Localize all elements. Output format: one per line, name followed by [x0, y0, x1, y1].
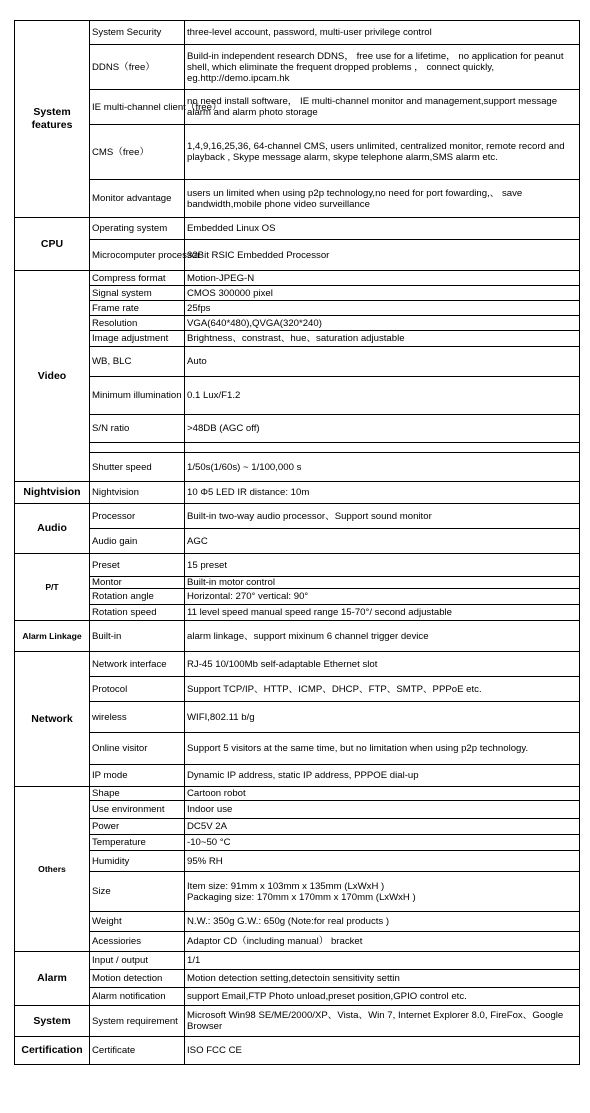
spec-row — [15, 347, 580, 377]
spec-item-cell: Size — [90, 872, 185, 912]
spec-row — [15, 415, 580, 443]
spec-item-cell: Humidity — [90, 851, 185, 872]
spec-item-cell: IE multi-channel client（free） — [90, 90, 185, 125]
spec-row — [15, 504, 580, 529]
spec-item-cell: Shutter speed — [90, 453, 185, 482]
spec-row — [15, 125, 580, 180]
spec-item-cell: Input / output — [90, 952, 185, 970]
spec-row — [15, 1006, 580, 1037]
spec-item-cell: Frame rate — [90, 301, 185, 316]
spec-row — [15, 240, 580, 271]
spec-value-cell: Indoor use — [185, 801, 580, 819]
spec-row — [15, 377, 580, 415]
spec-value-cell: Motion detection setting,detectoin sensitivity settin — [185, 970, 580, 988]
spec-value-cell: 15 preset — [185, 554, 580, 577]
spec-row — [15, 872, 580, 912]
spec-item-cell: Minimum illumination — [90, 377, 185, 415]
spec-item-cell: Signal system — [90, 286, 185, 301]
spec-item-cell: WB, BLC — [90, 347, 185, 377]
spec-row — [15, 851, 580, 872]
spec-item-cell: CMS（free） — [90, 125, 185, 180]
spec-value-cell: Embedded Linux OS — [185, 218, 580, 240]
category-cell: Video — [15, 271, 90, 482]
category-cell: CPU — [15, 218, 90, 271]
spec-item-cell: Audio gain — [90, 529, 185, 554]
spec-row — [15, 988, 580, 1006]
spec-item-cell: Operating system — [90, 218, 185, 240]
spec-row — [15, 90, 580, 125]
spec-row — [15, 443, 580, 453]
spec-value-cell: ISO FCC CE — [185, 1037, 580, 1065]
spec-value-cell: Cartoon robot — [185, 787, 580, 801]
spec-item-cell: Temperature — [90, 835, 185, 851]
spec-row — [15, 1037, 580, 1065]
spec-value-cell: 1/1 — [185, 952, 580, 970]
spec-item-cell: Monitor advantage — [90, 180, 185, 218]
category-cell: Network — [15, 652, 90, 787]
spec-row — [15, 677, 580, 702]
spec-row — [15, 453, 580, 482]
spec-value-cell: Horizontal: 270° vertical: 90° — [185, 589, 580, 605]
spec-item-cell: DDNS（free） — [90, 45, 185, 90]
spec-value-cell: 11 level speed manual speed range 15-70°/ second adjustable — [185, 605, 580, 621]
spec-item-cell: S/N ratio — [90, 415, 185, 443]
spec-row — [15, 301, 580, 316]
spec-item-cell: Nightvision — [90, 482, 185, 504]
spec-row — [15, 932, 580, 952]
spec-item-cell: Certificate — [90, 1037, 185, 1065]
spec-row — [15, 765, 580, 787]
spec-row — [15, 835, 580, 851]
spec-value-cell: support Email,FTP Photo unload,preset position,GPIO control etc. — [185, 988, 580, 1006]
spec-row — [15, 589, 580, 605]
spec-value-cell: CMOS 300000 pixel — [185, 286, 580, 301]
spec-value-cell: WIFI,802.11 b/g — [185, 702, 580, 733]
spec-value-cell: N.W.: 350g G.W.: 650g (Note:for real products ) — [185, 912, 580, 932]
spec-item-cell: Microcomputer processor — [90, 240, 185, 271]
spec-value-cell: AGC — [185, 529, 580, 554]
spec-row — [15, 180, 580, 218]
spec-item-cell: Acessiories — [90, 932, 185, 952]
spec-row — [15, 801, 580, 819]
spec-row — [15, 577, 580, 589]
spec-row — [15, 652, 580, 677]
spec-value-cell: Dynamic IP address, static IP address, PPPOE dial-up — [185, 765, 580, 787]
spec-row — [15, 621, 580, 652]
spec-value-cell: Item size: 91mm x 103mm x 135mm (LxWxH ) Packaging size: 170mm x 170mm x 170mm (LxWxH ) — [185, 872, 580, 912]
spec-item-cell: Preset — [90, 554, 185, 577]
spec-row — [15, 554, 580, 577]
spec-item-cell: Weight — [90, 912, 185, 932]
spec-item-cell: Rotation speed — [90, 605, 185, 621]
spec-value-cell: 10 Φ5 LED IR distance: 10m — [185, 482, 580, 504]
spec-value-cell: RJ-45 10/100Mb self-adaptable Ethernet slot — [185, 652, 580, 677]
category-cell: Certification — [15, 1037, 90, 1065]
category-cell: Nightvision — [15, 482, 90, 504]
category-cell: Audio — [15, 504, 90, 554]
spec-row — [15, 912, 580, 932]
spec-row — [15, 819, 580, 835]
spec-value-cell: 95% RH — [185, 851, 580, 872]
spec-value-cell: Auto — [185, 347, 580, 377]
spec-row — [15, 733, 580, 765]
spec-row — [15, 45, 580, 90]
spec-row — [15, 787, 580, 801]
spec-value-cell: Brightness、constrast、hue、saturation adjustable — [185, 331, 580, 347]
spec-value-cell: DC5V 2A — [185, 819, 580, 835]
spec-value-cell: VGA(640*480),QVGA(320*240) — [185, 316, 580, 331]
spec-value-cell: Built-in two-way audio processor、Support sound monitor — [185, 504, 580, 529]
spec-item-cell: Processor — [90, 504, 185, 529]
spec-item-cell: Power — [90, 819, 185, 835]
spec-value-cell: 1/50s(1/60s) ~ 1/100,000 s — [185, 453, 580, 482]
spec-value-cell: Support TCP/IP、HTTP、ICMP、DHCP、FTP、SMTP、PPPoE etc. — [185, 677, 580, 702]
category-cell: System features — [15, 21, 90, 218]
spec-row — [15, 529, 580, 554]
spec-value-cell: Motion-JPEG-N — [185, 271, 580, 286]
spec-row — [15, 952, 580, 970]
spec-item-cell: System requirement — [90, 1006, 185, 1037]
spec-value-cell: 1,4,9,16,25,36, 64-channel CMS, users unlimited, centralized monitor, remote record and playback , Skype message alarm, skype telephone alarm,SMS alarm etc. — [185, 125, 580, 180]
spec-item-cell: Alarm notification — [90, 988, 185, 1006]
spec-item-cell: Network interface — [90, 652, 185, 677]
spec-value-cell: >48DB (AGC off) — [185, 415, 580, 443]
spec-item-cell: Compress format — [90, 271, 185, 286]
category-cell: Alarm Linkage — [15, 621, 90, 652]
category-cell: System — [15, 1006, 90, 1037]
spec-row — [15, 21, 580, 45]
spec-item-cell: Motion detection — [90, 970, 185, 988]
spec-row — [15, 316, 580, 331]
spec-item-cell: Protocol — [90, 677, 185, 702]
spec-value-cell — [185, 443, 580, 453]
spec-value-cell: Adaptor CD（including manual） bracket — [185, 932, 580, 952]
spec-value-cell: Support 5 visitors at the same time, but no limitation when using p2p technology. — [185, 733, 580, 765]
spec-item-cell: Image adjustment — [90, 331, 185, 347]
spec-row — [15, 605, 580, 621]
spec-item-cell: Use environment — [90, 801, 185, 819]
spec-row — [15, 702, 580, 733]
spec-value-cell: Microsoft Win98 SE/ME/2000/XP、Vista、Win 7, Internet Explorer 8.0, FireFox、Google Browser — [185, 1006, 580, 1037]
spec-item-cell: Built-in — [90, 621, 185, 652]
spec-row — [15, 271, 580, 286]
spec-item-cell: Resolution — [90, 316, 185, 331]
spec-value-cell: -10~50 °C — [185, 835, 580, 851]
spec-value-cell: 25fps — [185, 301, 580, 316]
spec-value-cell: users un limited when using p2p technology,no need for port fowarding,、 save bandwidth,mobile phone video surveillance — [185, 180, 580, 218]
spec-value-cell: alarm linkage、support mixinum 6 channel trigger device — [185, 621, 580, 652]
spec-value-cell: no need install software， IE multi-channel monitor and management,support message alarm and alarm photo storage — [185, 90, 580, 125]
spec-row — [15, 286, 580, 301]
spec-value-cell: three-level account, password, multi-user privilege control — [185, 21, 580, 45]
spec-value-cell: Built-in motor control — [185, 577, 580, 589]
category-cell: P/T — [15, 554, 90, 621]
spec-item-cell — [90, 443, 185, 453]
spec-item-cell: Shape — [90, 787, 185, 801]
spec-item-cell: Montor — [90, 577, 185, 589]
category-cell: Alarm — [15, 952, 90, 1006]
spec-item-cell: Rotation angle — [90, 589, 185, 605]
specification-table — [14, 20, 580, 1065]
spec-row — [15, 331, 580, 347]
spec-row — [15, 970, 580, 988]
spec-item-cell: IP mode — [90, 765, 185, 787]
category-cell: Others — [15, 787, 90, 952]
spec-value-cell: 32Bit RSIC Embedded Processor — [185, 240, 580, 271]
spec-item-cell: Online visitor — [90, 733, 185, 765]
specification-table-body — [15, 21, 580, 1065]
spec-item-cell: System Security — [90, 21, 185, 45]
spec-row — [15, 482, 580, 504]
spec-value-cell: Build-in independent research DDNS， free use for a lifetime， no application for peanut shell, which eliminate the frequent dropped problems ， connect quickly, eg.http://demo.ipcam.hk — [185, 45, 580, 90]
spec-value-cell: 0.1 Lux/F1.2 — [185, 377, 580, 415]
spec-row — [15, 218, 580, 240]
spec-item-cell: wireless — [90, 702, 185, 733]
